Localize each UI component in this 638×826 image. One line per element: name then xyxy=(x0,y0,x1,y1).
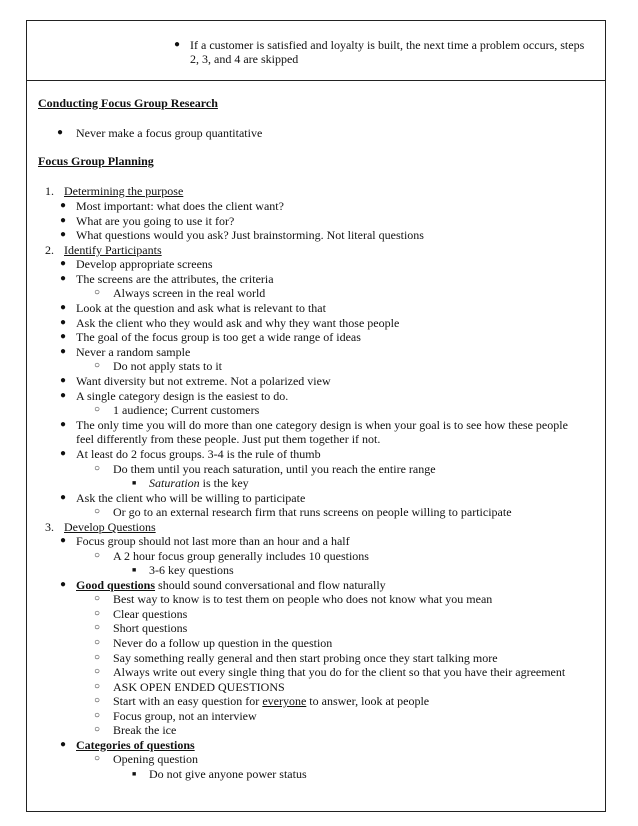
list-item: At least do 2 focus groups. 3-4 is the rule of thumb xyxy=(76,447,321,461)
subheading-questions: Develop Questions xyxy=(64,520,156,534)
bullet-icon: ● xyxy=(60,492,67,503)
circle-bullet-icon: ○ xyxy=(94,593,101,604)
saturation-rest: is the key xyxy=(199,476,249,490)
list-item: 3-6 key questions xyxy=(149,563,234,577)
list-item: Break the ice xyxy=(113,723,177,737)
circle-bullet-icon: ○ xyxy=(94,666,101,677)
subheading-purpose: Determining the purpose xyxy=(64,184,184,198)
circle-bullet-icon: ○ xyxy=(94,608,101,619)
list-item: A 2 hour focus group generally includes 10 questions xyxy=(113,549,369,563)
list-item: The only time you will do more than one category design is when your goal is to see how these people xyxy=(76,418,568,432)
circle-bullet-icon: ○ xyxy=(94,710,101,721)
list-item: The screens are the attributes, the criteria xyxy=(76,272,274,286)
circle-bullet-icon: ○ xyxy=(94,695,101,706)
list-item: Best way to know is to test them on people who does not know what you mean xyxy=(113,592,493,606)
bullet-icon: ● xyxy=(60,535,67,546)
circle-bullet-icon: ○ xyxy=(94,287,101,298)
list-item: Or go to an external research firm that runs screens on people willing to participate xyxy=(113,505,512,519)
list-item: The goal of the focus group is too get a wide range of ideas xyxy=(76,330,361,344)
bullet-icon: ● xyxy=(60,448,67,459)
circle-bullet-icon: ○ xyxy=(94,753,101,764)
circle-bullet-icon: ○ xyxy=(94,622,101,633)
top-note-line-2: 2, 3, and 4 are skipped xyxy=(190,52,299,66)
circle-bullet-icon: ○ xyxy=(94,506,101,517)
list-item: ASK OPEN ENDED QUESTIONS xyxy=(113,680,285,694)
bullet-icon: ● xyxy=(60,229,67,240)
list-item: Ask the client who will be willing to participate xyxy=(76,491,306,505)
bullet-icon: ● xyxy=(60,739,67,750)
list-item: Do not apply stats to it xyxy=(113,359,222,373)
list-item: Always screen in the real world xyxy=(113,286,266,300)
list-item xyxy=(76,578,386,592)
list-item: Focus group, not an interview xyxy=(113,709,257,723)
good-questions-rest: should sound conversational and flow naturally xyxy=(155,578,386,592)
circle-bullet-icon: ○ xyxy=(94,550,101,561)
list-item: Short questions xyxy=(113,621,188,635)
list-item: Look at the question and ask what is relevant to that xyxy=(76,301,326,315)
list-item: Develop appropriate screens xyxy=(76,257,213,271)
bullet-icon: ● xyxy=(60,317,67,328)
square-bullet-icon: ■ xyxy=(132,770,137,778)
list-item: Say something really general and then start probing once they start talking more xyxy=(113,651,498,665)
bullet-icon: ● xyxy=(57,127,64,138)
conducting-heading: Conducting Focus Group Research xyxy=(38,96,218,110)
everyone-term: everyone xyxy=(262,694,307,708)
square-bullet-icon: ■ xyxy=(132,566,137,574)
list-item xyxy=(113,694,429,708)
list-item: Want diversity but not extreme. Not a polarized view xyxy=(76,374,331,388)
subheading-participants: Identify Participants xyxy=(64,243,162,257)
list-item: Clear questions xyxy=(113,607,188,621)
list-item: Never do a follow up question in the question xyxy=(113,636,333,650)
list-item: Focus group should not last more than an hour and a half xyxy=(76,534,350,548)
conducting-bullet: Never make a focus group quantitative xyxy=(76,126,263,140)
list-item: 1 audience; Current customers xyxy=(113,403,260,417)
categories-label: Categories of questions xyxy=(76,738,195,752)
bullet-icon: ● xyxy=(60,215,67,226)
list-item: Never a random sample xyxy=(76,345,191,359)
list-item: What questions would you ask? Just brainstorming. Not literal questions xyxy=(76,228,424,242)
list-item xyxy=(149,476,249,490)
good-questions-label: Good questions xyxy=(76,578,156,592)
circle-bullet-icon: ○ xyxy=(94,724,101,735)
list-item: Opening question xyxy=(113,752,198,766)
list-item: Ask the client who they would ask and why they want those people xyxy=(76,316,400,330)
circle-bullet-icon: ○ xyxy=(94,360,101,371)
bullet-icon: ● xyxy=(60,331,67,342)
bullet-icon: ● xyxy=(60,579,67,590)
list-item: Always write out every single thing that you do for the client so that you have their agreement xyxy=(113,665,566,679)
circle-bullet-icon: ○ xyxy=(94,652,101,663)
list-item: Most important: what does the client want? xyxy=(76,199,284,213)
bullet-icon: ● xyxy=(60,302,67,313)
circle-bullet-icon: ○ xyxy=(94,463,101,474)
easy-question-pre: Start with an easy question for xyxy=(113,694,263,708)
list-item: Do them until you reach saturation, until you reach the entire range xyxy=(113,462,436,476)
circle-bullet-icon: ○ xyxy=(94,404,101,415)
bullet-icon: ● xyxy=(174,39,181,50)
easy-question-post: to answer, look at people xyxy=(306,694,430,708)
divider xyxy=(26,80,606,81)
list-number: 3. xyxy=(45,520,54,534)
list-item: What are you going to use it for? xyxy=(76,214,235,228)
circle-bullet-icon: ○ xyxy=(94,681,101,692)
planning-heading: Focus Group Planning xyxy=(38,154,154,168)
list-item-continuation: feel differently from these people. Just put them together if not. xyxy=(76,432,381,446)
bullet-icon: ● xyxy=(60,346,67,357)
list-number: 1. xyxy=(45,184,54,198)
bullet-icon: ● xyxy=(60,200,67,211)
list-number: 2. xyxy=(45,243,54,257)
saturation-term: Saturation xyxy=(149,476,200,490)
bullet-icon: ● xyxy=(60,273,67,284)
list-item: A single category design is the easiest to do. xyxy=(76,389,289,403)
top-note-line-1: If a customer is satisfied and loyalty is built, the next time a problem occurs, steps xyxy=(190,38,585,52)
square-bullet-icon: ■ xyxy=(132,479,137,487)
bullet-icon: ● xyxy=(60,375,67,386)
bullet-icon: ● xyxy=(60,390,67,401)
bullet-icon: ● xyxy=(60,419,67,430)
list-item: Do not give anyone power status xyxy=(149,767,307,781)
bullet-icon: ● xyxy=(60,258,67,269)
circle-bullet-icon: ○ xyxy=(94,637,101,648)
